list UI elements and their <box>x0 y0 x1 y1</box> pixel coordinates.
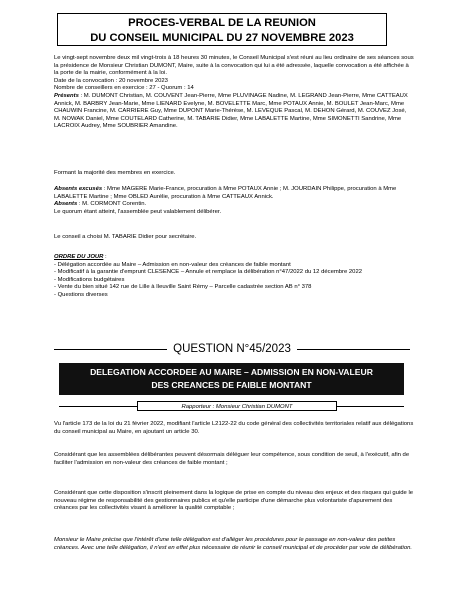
absents-paragraph <box>54 201 414 209</box>
document-title-box <box>57 13 387 46</box>
absents-label: Absents <box>54 201 78 208</box>
question-banner <box>59 363 404 395</box>
intro-paragraph: Le vingt-sept novembre deux mil vingt-trois à 18 heures 30 minutes, le Conseil Municipal s'est réuni au lieu ordinaire de ses séances sous la présidence de Monsieur Christian DUMONT, Maire, suite à la convocation qui lui a été adressée, laquelle convocation a été affichée à la porte de la mairie, conformément à la loi. <box>54 55 414 77</box>
agenda-item: - Modificatif à la garantie d'emprunt CLESENCE – Annule et remplace la délibération n°47/2022 du 12 décembre 2022 <box>54 269 363 276</box>
body-text-4: Monsieur le Maire précise que l'intérêt d'une telle délégation est d'alléger les procédures pour le passage en non-valeur des petites créances. Avec une telle délégation, il n'est en effet plus nécessaire de réunir le conseil municipal et de procéder par voie de délibération. <box>54 537 413 551</box>
agenda-colon: : <box>103 254 107 260</box>
members-count: Nombre de conseillers en exercice : 27 - Quorum : 14 <box>54 85 194 92</box>
convocation-date: Date de la convocation : 20 novembre 2023 <box>54 77 168 84</box>
quorum-line: Le quorum étant atteint, l'assemblée peut valablement délibérer. <box>54 208 222 215</box>
body-paragraph-3 <box>54 490 414 513</box>
agenda-heading <box>54 254 414 262</box>
excuses-paragraph <box>54 186 414 201</box>
excuses-list: : Mme MAGERE Marie-France, procuration à Mme POTAUX Annie ; M. JOURDAIN Philippe, procuration à Mme LABALETTE Martine ; Mme OBLED Aurélie, procuration à Mme CATTEAUX Annick. <box>54 186 397 200</box>
absences-block <box>54 186 414 216</box>
secretary-text <box>54 234 414 242</box>
rapporteur-text: Rapporteur : Monsieur Christian DUMONT <box>181 404 293 410</box>
body-paragraph-2 <box>54 452 414 467</box>
body-text-2: Considérant que les assemblées délibérantes peuvent désormais déléguer leur compétence, sous condition de seuil, à l'exécutif, afin de faciliter l'admission en non-valeur des créances de faible montant ; <box>54 452 410 466</box>
question-number-text: QUESTION N°45/2023 <box>167 343 297 355</box>
presents-paragraph <box>54 93 414 131</box>
question-number <box>54 342 410 356</box>
banner-line-2: DES CREANCES DE FAIBLE MONTANT <box>151 380 312 390</box>
intro-block <box>54 55 414 131</box>
title-line-1: PROCES-VERBAL DE LA REUNION <box>128 17 316 29</box>
body-paragraph-1 <box>54 421 414 436</box>
absents-list: : M. CORMONT Corentin. <box>77 201 147 208</box>
agenda-block <box>54 254 414 300</box>
presents-label: Présents <box>54 92 79 99</box>
agenda-label: ORDRE DU JOUR <box>54 254 104 260</box>
agenda-item: - Vente du bien situé 142 rue de Lille à Ileuville Saint Rémy – Parcelle cadastrée section AB n° 378 <box>54 284 312 291</box>
banner-line-1: DELEGATION ACCORDEE AU MAIRE – ADMISSION EN NON-VALEUR <box>90 367 373 377</box>
body-text-1: Vu l'article 173 de la loi du 21 février 2022, modifiant l'article L2122-22 du code général des collectivités territoriales relatif aux délégations du conseil municipal au Maire, en ajoutant un article 30. <box>54 421 414 435</box>
agenda-item: - Délégation accordée au Maire – Admission en non-valeur des créances de faible montant <box>54 261 291 268</box>
title-line-2: DU CONSEIL MUNICIPAL DU 27 NOVEMBRE 2023 <box>90 32 354 44</box>
rapporteur-box <box>137 401 337 411</box>
body-paragraph-4 <box>54 537 414 552</box>
majority-text <box>54 170 414 178</box>
agenda-item: - Questions diverses <box>54 291 108 298</box>
excuses-label: Absents excusés <box>54 186 103 192</box>
majority-line: Formant la majorité des membres en exercice. <box>54 170 176 176</box>
body-text-3: Considérant que cette disposition s'inscrit pleinement dans la logique de prise en compte du niveau des enjeux et des risques qui guide le nouveau régime de responsabilité des gestionnaires publics et qu'elle participe d'une démarche plus volontariste d'apurement des créances par les collectivités visant à améliorer la qualité comptable ; <box>54 490 414 512</box>
presents-list: : M. DUMONT Christian, M. COUVENT Jean-Pierre, Mme PLUVINAGE Nadine, M. LEGRAND Jean-Pierre, Mme CATTEAUX Annick, M. BARBRY Jean-Marie, Mme LIENARD Evelyne, M. BOVELETTE Marc, Mme POTAUX Annie, M. BOULET Jean-Marc, Mme CHAUWIN Francine, M. CARRIERE Guy, Mme DUPONT Marie-Thérèse, M. LEVEQUE Pascal, M. DEHON Gérard, M. COUVEZ José, M. NOWAK Daniel, Mme COUTELARD Catherine, M. TABARIE Didier, Mme LABALETTE Martine, Mme SIMONETTI Sandrine, Mme LACROIX Audrey, Mme SOUBRIER Amandine. <box>54 92 408 130</box>
secretary-line: Le conseil a choisi M. TABARIE Didier pour secrétaire. <box>54 234 197 240</box>
agenda-item: - Modifications budgétaires <box>54 276 125 283</box>
